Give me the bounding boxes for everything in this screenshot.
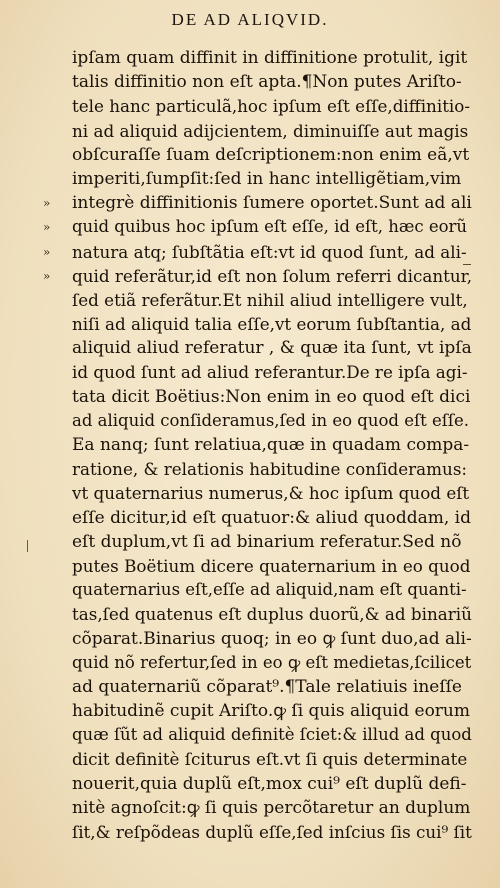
text-line: quid referãtur,id eſt non ſolum referri dicantur, xyxy=(72,265,472,286)
text-line: cõparat.Binarius quoq; in eo ꝙ ſunt duo,ad ali- xyxy=(72,628,472,649)
text-line: ſed etiã referãtur.Et nihil aliud intelligere vult, xyxy=(72,289,468,310)
margin-mark: » xyxy=(43,220,51,235)
text-line: dicit definitè ſciturus eſt.vt ſi quis determinate xyxy=(72,749,468,770)
text-line: quaternarius eſt,eſſe ad aliquid,nam eſt quanti- xyxy=(72,580,467,600)
text-line: ad quaternariũ cõparat⁹.¶Tale relatiuis ineſſe xyxy=(72,676,462,697)
text-line: nitè agnoſcit:ꝙ ſi quis percõtaretur an duplum xyxy=(72,797,471,818)
text-line: id quod ſunt ad aliud referantur.De re ipſa agi- xyxy=(72,362,468,383)
text-line: eſt duplum,vt ſi ad binarium referatur.Sed nõ xyxy=(72,531,462,552)
text-line: ſit,& reſpõdeas duplũ eſſe,ſed inſcius ſis cui⁹ ſit xyxy=(72,822,472,842)
margin-mark xyxy=(0,70,72,94)
margin-dash xyxy=(463,264,471,265)
running-head: DE AD ALIQVID. xyxy=(171,10,329,29)
margin-tick xyxy=(27,540,28,552)
text-line: integrè diffinitionis ſumere oportet.Sunt ad ali xyxy=(72,193,472,214)
text-line: ad aliquid conſideramus,ſed in eo quod eſt eſſe. xyxy=(72,410,469,430)
text-line: quæ ſũt ad aliquid definitè ſciet:& illud ad quod xyxy=(72,725,472,745)
text-line: obſcuraſſe ſuam deſcriptionem:non enim eã,vt xyxy=(72,144,470,165)
text-line: putes Boëtium dicere quaternarium in eo quod xyxy=(72,555,471,576)
text-line: tas,ſed quatenus eſt duplus duorũ,& ad binariũ xyxy=(72,604,472,625)
text-line: quid quibus hoc ipſum eſt eſſe, id eſt, hæc eorũ xyxy=(72,217,468,237)
text-line: ratione, & relationis habitudine conſideramus: xyxy=(72,459,468,480)
margin-mark xyxy=(0,94,72,118)
text-line: aliquid aliud referatur , & quæ ita ſunt, vt ipſa xyxy=(72,338,472,359)
margin-mark: » xyxy=(43,268,51,283)
text-line: ni ad aliquid adijcientem, diminuiſſe aut magis xyxy=(72,120,469,141)
text-line: quid nõ refertur,ſed in eo ꝙ eſt medietas,ſcilicet xyxy=(72,652,472,672)
text-line: ipſam quam diffinit in diffinitione protulit, igit xyxy=(72,48,468,68)
text-line: niſi ad aliquid talia eſſe,vt eorum ſubſtantia, ad xyxy=(72,314,472,335)
text-line: imperiti,ſumpſit:ſed in hanc intelligẽtiam,vim xyxy=(72,168,462,189)
text-line: nouerit,quia duplũ eſt,mox cui⁹ eſt duplũ defi- xyxy=(72,773,467,794)
text-line: tata dicit Boëtius:Non enim in eo quod eſt dici xyxy=(72,386,471,407)
text-line: vt quaternarius numerus,& hoc ipſum quod eſt xyxy=(72,483,470,504)
text-line: habitudinẽ cupit Ariſto.ꝙ ſi quis aliquid eorum xyxy=(72,701,470,722)
text-line: eſſe dicitur,id eſt quatuor:& aliud quoddam, id xyxy=(72,507,471,528)
body-text xyxy=(72,46,472,844)
text-line: natura atq; ſubſtãtia eſt:vt id quod ſunt, ad ali- xyxy=(72,241,467,262)
margin-mark: » xyxy=(43,196,51,211)
margin-mark xyxy=(0,46,72,70)
margin-mark: » xyxy=(43,244,51,259)
text-line: Ea nanq; ſunt relatiua,quæ in quadam compa- xyxy=(72,435,470,455)
text-line: talis diffinitio non eſt apta.¶Non putes Ariſto- xyxy=(72,72,462,93)
margin-marks xyxy=(0,46,72,288)
margin-mark xyxy=(0,167,72,191)
margin-mark xyxy=(0,143,72,167)
text-line: tele hanc particulã,hoc ipſum eſt eſſe,diffinitio- xyxy=(72,96,471,117)
margin-mark xyxy=(0,119,72,143)
